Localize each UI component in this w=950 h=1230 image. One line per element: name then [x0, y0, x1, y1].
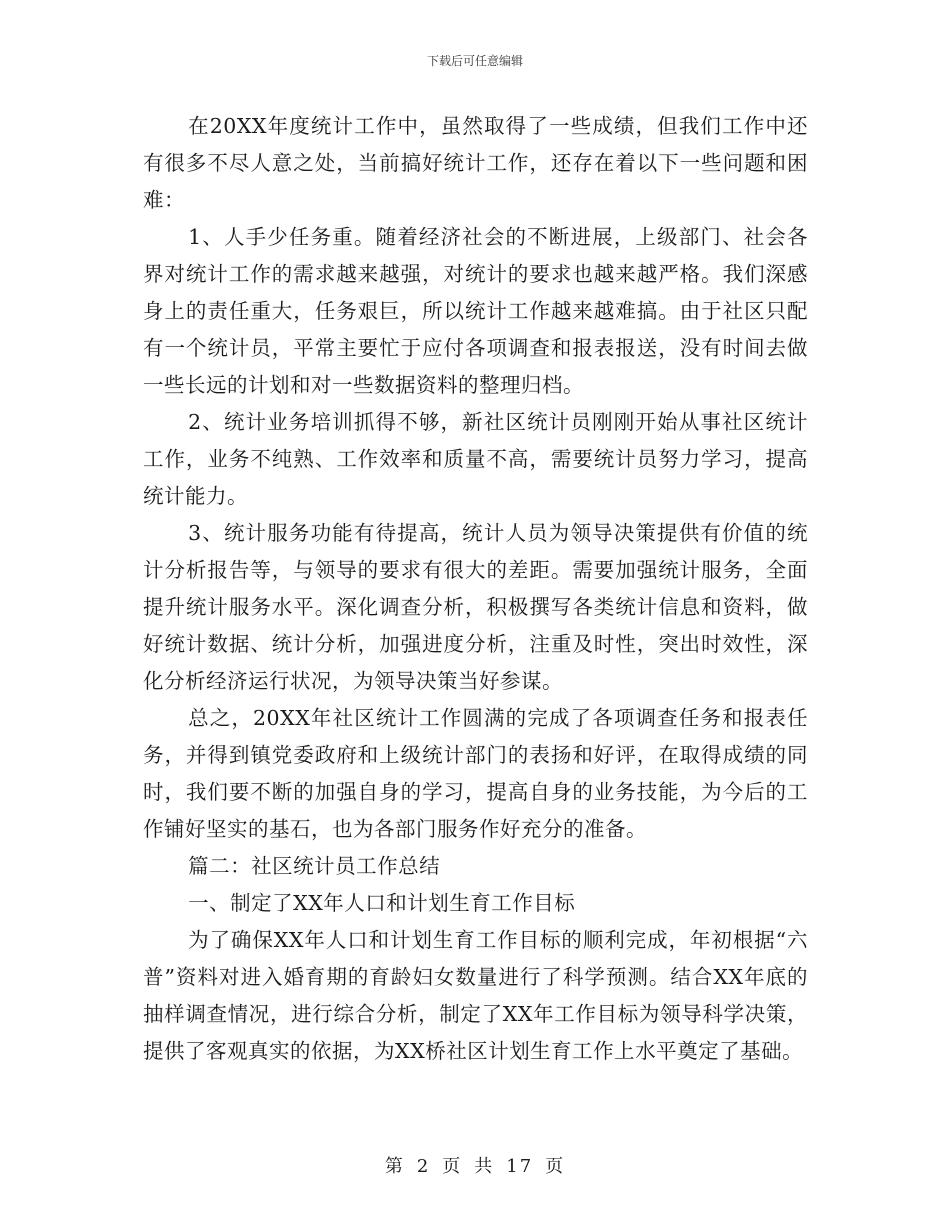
page-footer — [0, 1152, 950, 1178]
paragraph: 3、统计服务功能有待提高，统计人员为领导决策提供有价值的统计分析报告等，与领导的要求有很大的差距。需要加强统计服务，全面提升统计服务水平。深化调查分析，积极撰写各类统计信息和资料，做好统计数据、统计分析，加强进度分析，注重及时性，突出时效性，深化分析经济运行状况，为领导决策当好参谋。 — [143, 521, 808, 693]
total-unit: 页 — [545, 1156, 566, 1177]
paragraph: 1、人手少任务重。随着经济社会的不断进展，上级部门、社会各界对统计工作的需求越来越强，对统计的要求也越来越严格。我们深感身上的责任重大，任务艰巨，所以统计工作越来越难搞。由于社区只配有一个统计员，平常主要忙于应付各项调查和报表报送，没有时间去做一些长远的计划和对一些数据资料的整理归档。 — [143, 225, 808, 397]
page-label: 第 — [384, 1156, 405, 1177]
paragraph: 在20XX年度统计工作中，虽然取得了一些成绩，但我们工作中还有很多不尽人意之处，当前搞好统计工作，还存在着以下一些问题和困难： — [143, 114, 808, 212]
total-pages: 17 — [506, 1156, 534, 1177]
page-unit: 页 — [442, 1156, 463, 1177]
page-number: 2 — [416, 1156, 431, 1177]
section-title: 篇二：社区统计员工作总结 — [188, 854, 441, 878]
document-body — [143, 108, 808, 1070]
paragraph: 2、统计业务培训抓得不够，新社区统计员刚刚开始从事社区统计工作，业务不纯熟、工作效率和质量不高，需要统计员努力学习，提高统计能力。 — [143, 410, 808, 508]
total-label: 共 — [474, 1156, 495, 1177]
paragraph: 为了确保XX年人口和计划生育工作目标的顺利完成，年初根据“六普”资料对进入婚育期的育龄妇女数量进行了科学预测。结合XX年底的抽样调查情况，进行综合分析，制定了XX年工作目标为领导科学决策，提供了客观真实的依据，为XX桥社区计划生育工作上水平奠定了基础。 — [143, 928, 808, 1063]
page-header: 下载后可任意编辑 — [426, 54, 523, 68]
subsection-title: 一、制定了XX年人口和计划生育工作目标 — [188, 891, 576, 915]
paragraph: 总之，20XX年社区统计工作圆满的完成了各项调查任务和报表任务，并得到镇党委政府和上级统计部门的表扬和好评，在取得成绩的同时，我们要不断的加强自身的学习，提高自身的业务技能，为今后的工作铺好坚实的基石，也为各部门服务作好充分的准备。 — [143, 706, 808, 841]
